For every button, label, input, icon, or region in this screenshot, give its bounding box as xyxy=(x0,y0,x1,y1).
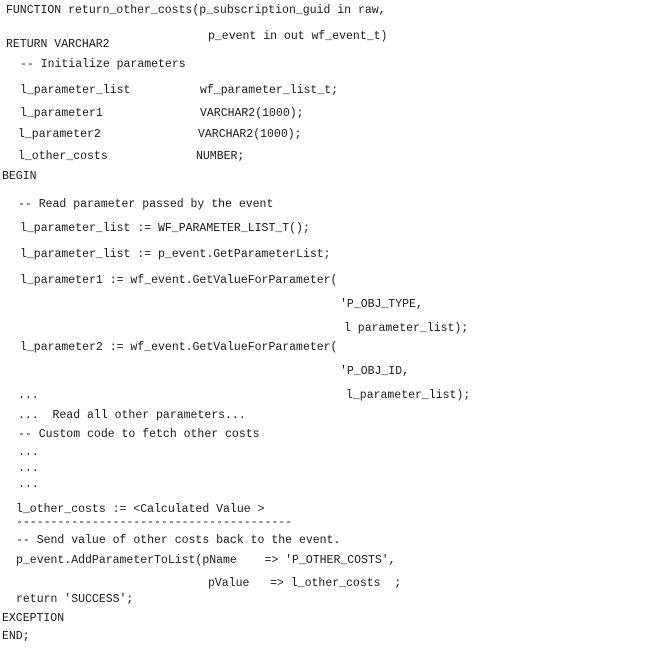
code-line: BEGIN xyxy=(2,170,37,183)
code-line: p_event.AddParameterToList(pName => 'P_OTHER_COSTS', xyxy=(16,554,396,567)
code-line: l_parameter_list); xyxy=(346,389,471,402)
code-line: l_parameter1 := wf_event.GetValueForParameter( xyxy=(20,274,338,287)
code-line: END; xyxy=(2,630,30,643)
code-line: l_parameter2 := wf_event.GetValueForParameter( xyxy=(20,341,338,354)
code-line: l_parameter1 xyxy=(20,107,103,120)
code-line: ... Read all other parameters... xyxy=(18,409,246,422)
code-line: l_parameter_list xyxy=(20,84,131,97)
code-line: 'P_OBJ_TYPE, xyxy=(340,298,423,311)
code-line: NUMBER; xyxy=(196,150,245,163)
code-line: EXCEPTION xyxy=(2,612,65,625)
code-line: wf_parameter_list_t; xyxy=(200,84,339,97)
code-line: ... xyxy=(18,478,39,491)
code-line: ... xyxy=(18,389,39,402)
code-line: VARCHAR2(1000); xyxy=(200,107,304,120)
code-line: l_other_costs xyxy=(18,150,108,163)
code-line: RETURN VARCHAR2 xyxy=(6,38,110,51)
code-comment: -- Send value of other costs back to the event. xyxy=(16,534,341,547)
code-comment: -- Custom code to fetch other costs xyxy=(18,428,260,441)
code-line: ... xyxy=(18,462,39,475)
code-line: VARCHAR2(1000); xyxy=(198,128,302,141)
code-line: return 'SUCCESS'; xyxy=(16,593,134,606)
code-line: 'P_OBJ_ID, xyxy=(340,365,410,378)
code-line: l_parameter_list := p_event.GetParameterList; xyxy=(20,248,331,261)
code-line: l_parameter_list := WF_PARAMETER_LIST_T(); xyxy=(20,222,310,235)
code-line: l parameter_list); xyxy=(344,322,469,335)
code-line: l_parameter2 xyxy=(18,128,101,141)
code-line: l_other_costs := <Calculated Value > xyxy=(16,503,265,516)
code-line: ... xyxy=(18,446,39,459)
code-separator: ---------------------------------------- xyxy=(16,516,293,529)
code-comment: -- Read parameter passed by the event xyxy=(18,198,274,211)
code-line: pValue => l_other_costs ; xyxy=(208,577,402,590)
code-line: FUNCTION return_other_costs(p_subscription_guid in raw, xyxy=(6,4,386,17)
code-line: p_event in out wf_event_t) xyxy=(208,30,388,43)
code-comment: -- Initialize parameters xyxy=(20,58,186,71)
